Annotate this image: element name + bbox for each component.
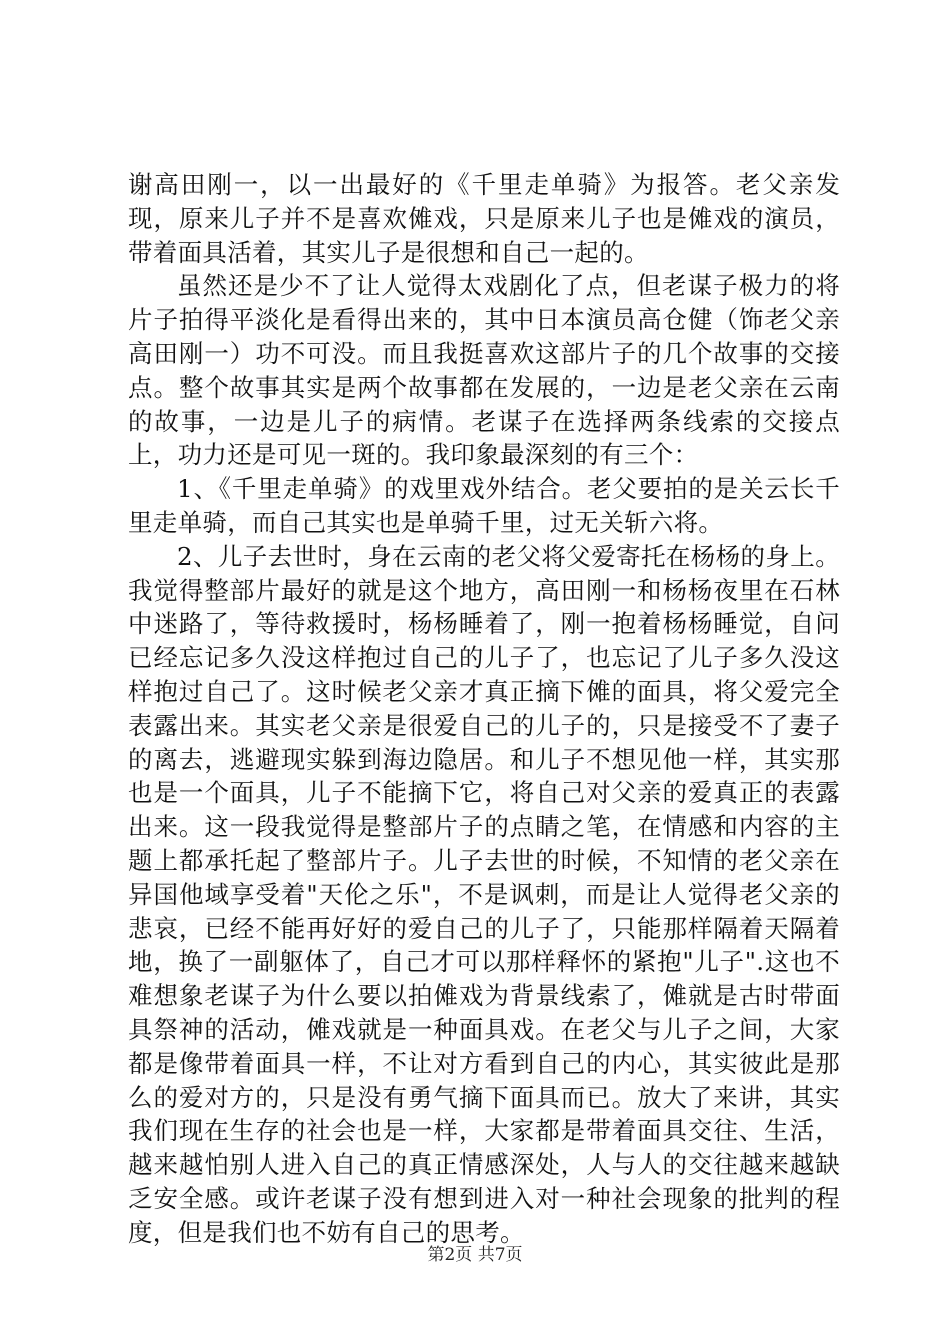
paragraph-continuation: 谢高田刚一，以一出最好的《千里走单骑》为报答。老父亲发现，原来儿子并不是喜欢傩戏，只是原来儿子也是傩戏的演员，带着面具活着，其实儿子是很想和自己一起的。 bbox=[128, 170, 840, 267]
page-number-footer: 第2页 共7页 bbox=[427, 1245, 523, 1265]
paragraph-review-intro: 虽然还是少不了让人觉得太戏剧化了点，但老谋子极力的将片子拍得平淡化是看得出来的，其中日本演员高仓健（饰老父亲高田刚一）功不可没。而且我挺喜欢这部片子的几个故事的交接点。整个故事其实是两个故事都在发展的，一边是老父亲在云南的故事，一边是儿子的病情。老谋子在选择两条线索的交接点上，功力还是可见一斑的。我印象最深刻的有三个： bbox=[128, 271, 840, 470]
paragraph-point-one: 1、《千里走单骑》的戏里戏外结合。老父要拍的是关云长千里走单骑，而自己其实也是单骑千里，过无关斩六将。 bbox=[128, 474, 840, 537]
document-body bbox=[128, 168, 840, 1250]
paragraph-point-two: 2、儿子去世时，身在云南的老父将父爱寄托在杨杨的身上。我觉得整部片最好的就是这个地方，高田刚一和杨杨夜里在石林中迷路了，等待救援时，杨杨睡着了，刚一抱着杨杨睡觉，自问已经忘记多久没这样抱过自己的儿子了，也忘记了儿子多久没这样抱过自己了。这时候老父亲才真正摘下傩的面具，将父爱完全表露出来。其实老父亲是很爱自己的儿子的，只是接受不了妻子的离去，逃避现实躲到海边隐居。和儿子不想见他一样，其实那也是一个面具，儿子不能摘下它，将自己对父亲的爱真正的表露出来。这一段我觉得是整部片子的点睛之笔，在情感和内容的主题上都承托起了整部片子。儿子去世的时候，不知情的老父亲在异国他域享受着"天伦之乐"，不是讽刺，而是让人觉得老父亲的悲哀，已经不能再好好的爱自己的儿子了，只能那样隔着天隔着地，换了一副躯体了，自己才可以那样释怀的紧抱"儿子".这也不难想象老谋子为什么要以拍傩戏为背景线索了，傩就是古时带面具祭神的活动，傩戏就是一种面具戏。在老父与儿子之间，大家都是像带着面具一样，不让对方看到自己的内心，其实彼此是那么的爱对方的，只是没有勇气摘下面具而已。放大了来讲，其实我们现在生存的社会也是一样，大家都是带着面具交往、生活，越来越怕别人进入自己的真正情感深处，人与人的交往越来越缺乏安全感。或许老谋子没有想到进入对一种社会现象的批判的程度，但是我们也不妨有自己的思考。 bbox=[128, 541, 840, 1247]
